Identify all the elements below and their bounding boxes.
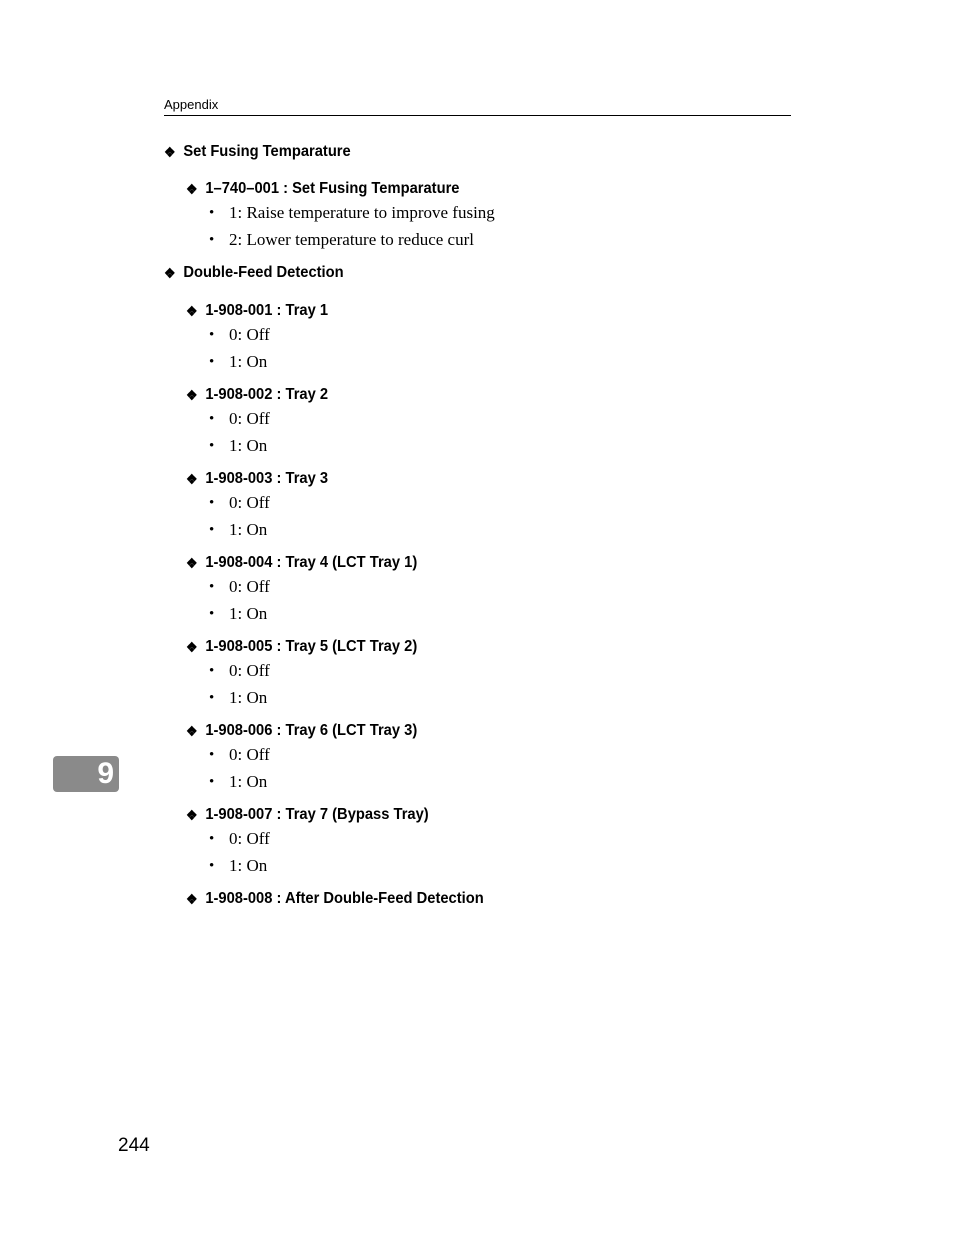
option-list — [209, 406, 791, 459]
section-marker-icon: ❖ — [164, 265, 176, 281]
setting-title: 1-908-002 : Tray 2 — [205, 386, 329, 403]
section-heading — [164, 141, 741, 163]
setting-heading — [186, 468, 743, 490]
list-item: • 1: On — [209, 517, 791, 544]
setting-title: 1-908-007 : Tray 7 (Bypass Tray) — [205, 806, 429, 823]
bullet-icon: • — [209, 773, 215, 790]
chapter-tab: 9 — [53, 756, 119, 792]
section-title: Double-Feed Detection — [183, 264, 344, 281]
option-list — [209, 658, 791, 711]
bullet-icon: • — [209, 437, 215, 454]
list-item: • 0: Off — [209, 574, 791, 601]
bullet-icon: • — [209, 495, 215, 511]
setting-heading — [186, 720, 743, 742]
bullet-icon: • — [209, 605, 215, 622]
list-item: • 1: On — [209, 433, 791, 460]
list-item: • 0: Off — [209, 322, 791, 349]
list-item: • 0: Off — [209, 406, 791, 433]
bullet-icon: • — [209, 205, 215, 221]
setting-marker-icon: ❖ — [186, 471, 198, 487]
option-list — [209, 200, 791, 253]
option-list — [209, 490, 791, 543]
setting-heading — [186, 384, 743, 406]
section-heading — [164, 262, 741, 284]
list-item: • 2: Lower temperature to reduce curl — [209, 227, 791, 254]
page-number: 244 — [118, 1135, 150, 1156]
running-head: Appendix — [164, 96, 791, 116]
setting-heading — [186, 636, 743, 658]
list-item: • 0: Off — [209, 826, 791, 853]
bullet-icon: • — [209, 521, 215, 538]
list-item: • 0: Off — [209, 658, 791, 685]
list-item: • 1: On — [209, 601, 791, 628]
list-item: • 0: Off — [209, 742, 791, 769]
bullet-icon: • — [209, 831, 215, 847]
setting-marker-icon: ❖ — [186, 555, 198, 571]
setting-heading — [186, 300, 743, 322]
option-list — [209, 322, 791, 375]
bullet-icon: • — [209, 747, 215, 763]
option-list — [209, 574, 791, 627]
setting-title: 1–740–001 : Set Fusing Temparature — [205, 180, 460, 197]
setting-marker-icon: ❖ — [186, 723, 198, 739]
setting-marker-icon: ❖ — [186, 387, 198, 403]
setting-title: 1-908-001 : Tray 1 — [205, 302, 329, 319]
bullet-icon: • — [209, 579, 215, 595]
setting-title: 1-908-004 : Tray 4 (LCT Tray 1) — [205, 554, 418, 571]
setting-title: 1-908-008 : After Double-Feed Detection — [205, 890, 484, 907]
setting-heading — [186, 552, 743, 574]
list-item: • 1: On — [209, 769, 791, 796]
section-title: Set Fusing Temparature — [183, 143, 351, 160]
option-list — [209, 742, 791, 795]
bullet-icon: • — [209, 663, 215, 679]
setting-marker-icon: ❖ — [186, 891, 198, 907]
setting-marker-icon: ❖ — [186, 639, 198, 655]
list-item: • 0: Off — [209, 490, 791, 517]
list-item: • 1: On — [209, 685, 791, 712]
setting-heading — [186, 888, 743, 910]
option-list — [209, 826, 791, 879]
section-marker-icon: ❖ — [164, 144, 176, 160]
setting-title: 1-908-005 : Tray 5 (LCT Tray 2) — [205, 638, 418, 655]
page-content — [164, 141, 791, 910]
bullet-icon: • — [209, 327, 215, 343]
setting-marker-icon: ❖ — [186, 303, 198, 319]
list-item: • 1: On — [209, 853, 791, 880]
setting-heading — [186, 178, 743, 200]
bullet-icon: • — [209, 231, 215, 248]
setting-marker-icon: ❖ — [186, 807, 198, 823]
bullet-icon: • — [209, 857, 215, 874]
list-item: • 1: Raise temperature to improve fusing — [209, 200, 791, 227]
bullet-icon: • — [209, 353, 215, 370]
bullet-icon: • — [209, 689, 215, 706]
setting-marker-icon: ❖ — [186, 181, 198, 197]
setting-title: 1-908-003 : Tray 3 — [205, 470, 329, 487]
setting-heading — [186, 804, 743, 826]
bullet-icon: • — [209, 411, 215, 427]
setting-title: 1-908-006 : Tray 6 (LCT Tray 3) — [205, 722, 418, 739]
list-item: • 1: On — [209, 349, 791, 376]
